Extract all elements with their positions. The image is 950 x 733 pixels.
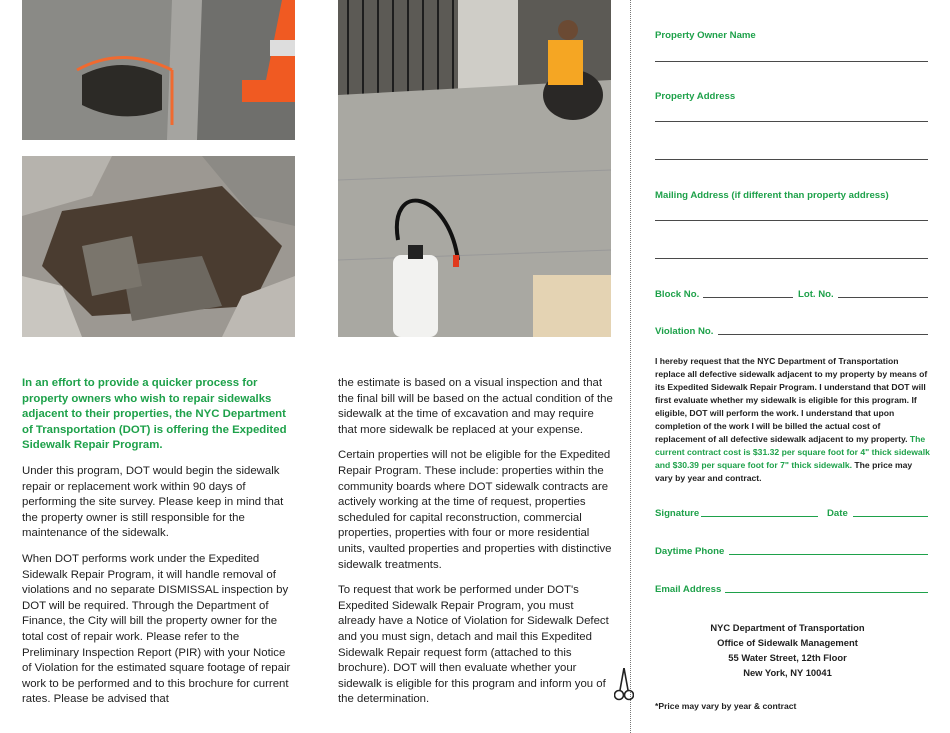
request-statement (655, 355, 930, 485)
lot-label: Lot. No. (798, 289, 834, 300)
daytime-phone-label: Daytime Phone (655, 546, 725, 557)
owner-name-field[interactable] (655, 61, 928, 62)
paragraph: To request that work be performed under DOT's Expedited Sidewalk Repair Program, you must already have a Notice of Violation for Sidewalk Defect and you must sign, detach and mail this Expedited Sidewalk Repair request form (attached to this brochure). DOT will then evaluate whether your sidewalk is eligible for this program and inform you of the determination. (338, 584, 609, 706)
paragraph: Certain properties will not be eligible for the Expedited Repair Program. These include: properties within the community boards where DOT sidewalk contracts are actively working at the time of request, properties scheduled for capital reconstruction, commercial properties, properties with four or more residential units, vaulted properties and properties with distinctive sidewalk treatments. (338, 449, 612, 571)
signature-field[interactable] (701, 516, 818, 517)
address-line: 55 Water Street, 12th Floor (728, 652, 847, 663)
mailing-address-field[interactable] (655, 220, 928, 221)
contract-cost: The current contract cost is $31.32 per square foot for 4" thick sidewalk and $30.39 per square foot for 7" thick sidewalk. (655, 434, 930, 470)
column-1-text (22, 376, 297, 708)
detach-line (630, 0, 631, 733)
request-text: I hereby request that the NYC Department of Transportation replace all defective sidewalk adjacent to my property by means of its Expedited Sidewalk Repair Program. I understand that DOT will first evaluate whether my sidewalk is eligible for this program. If eligible, DOT will perform the work. I understand that upon completion of the work I will be billed the actual cost of replacement of all defective sidewalk adjacent to my property. (655, 356, 928, 444)
block-label: Block No. (655, 289, 700, 300)
owner-name-label: Property Owner Name (655, 30, 756, 41)
paragraph: Under this program, DOT would begin the sidewalk repair or replacement work within 90 days of performing the site survey. Please keep in mind that the property owner is still responsible for the maintenance of the sidewalk. (22, 464, 284, 540)
lot-field[interactable] (838, 297, 928, 298)
email-label: Email Address (655, 584, 722, 595)
address-line: Office of Sidewalk Management (717, 637, 858, 648)
violation-field[interactable] (718, 334, 928, 335)
mailing-address-field-2[interactable] (655, 258, 928, 259)
daytime-phone-field[interactable] (729, 554, 928, 555)
property-address-field[interactable] (655, 121, 928, 122)
scissors-icon (614, 668, 634, 702)
address-line: NYC Department of Transportation (710, 622, 865, 633)
email-field[interactable] (725, 592, 928, 593)
paragraph: When DOT performs work under the Expedited Sidewalk Repair Program, it will handle removal of violations and no separate DISMISSAL inspection by DOT will be required. Through the Department of Finance, the City will bill the property owner for the total cost of repair work. Please refer to the Preliminary Inspection Report (PIR) with your Notice of Violation for the estimated square footage of repair work to be performed and to this brochure for current rates. Please be advised that (22, 552, 291, 706)
date-label: Date (827, 508, 848, 519)
price-note: The price may vary by year and contract. (655, 460, 913, 483)
photo-curb-cone (22, 0, 295, 140)
mailing-address-label: Mailing Address (if different than property address) (655, 190, 889, 201)
property-address-label: Property Address (655, 91, 736, 102)
property-address-field-2[interactable] (655, 159, 928, 160)
footnote: *Price may vary by year & contract (655, 701, 797, 711)
date-field[interactable] (853, 516, 928, 517)
paragraph: the estimate is based on a visual inspection and that the final bill will be based on the actual condition of the sidewalk at the time of excavation and may require that more sidewalk be replaced at your expense. (338, 377, 613, 436)
mailing-address-block (655, 620, 920, 680)
intro-lead: In an effort to provide a quicker process for property owners who wish to repair sidewalks adjacent to their properties, the NYC Department of Transportation (DOT) is offering the Expedited Sidewalk Repair Program. (22, 377, 287, 452)
block-field[interactable] (703, 297, 793, 298)
violation-label: Violation No. (655, 326, 714, 337)
column-2-text (338, 376, 613, 708)
photo-worker-sprayer (338, 0, 611, 337)
address-line: New York, NY 10041 (743, 667, 832, 678)
photo-sidewalk-hole (22, 156, 295, 337)
signature-label: Signature (655, 508, 700, 519)
